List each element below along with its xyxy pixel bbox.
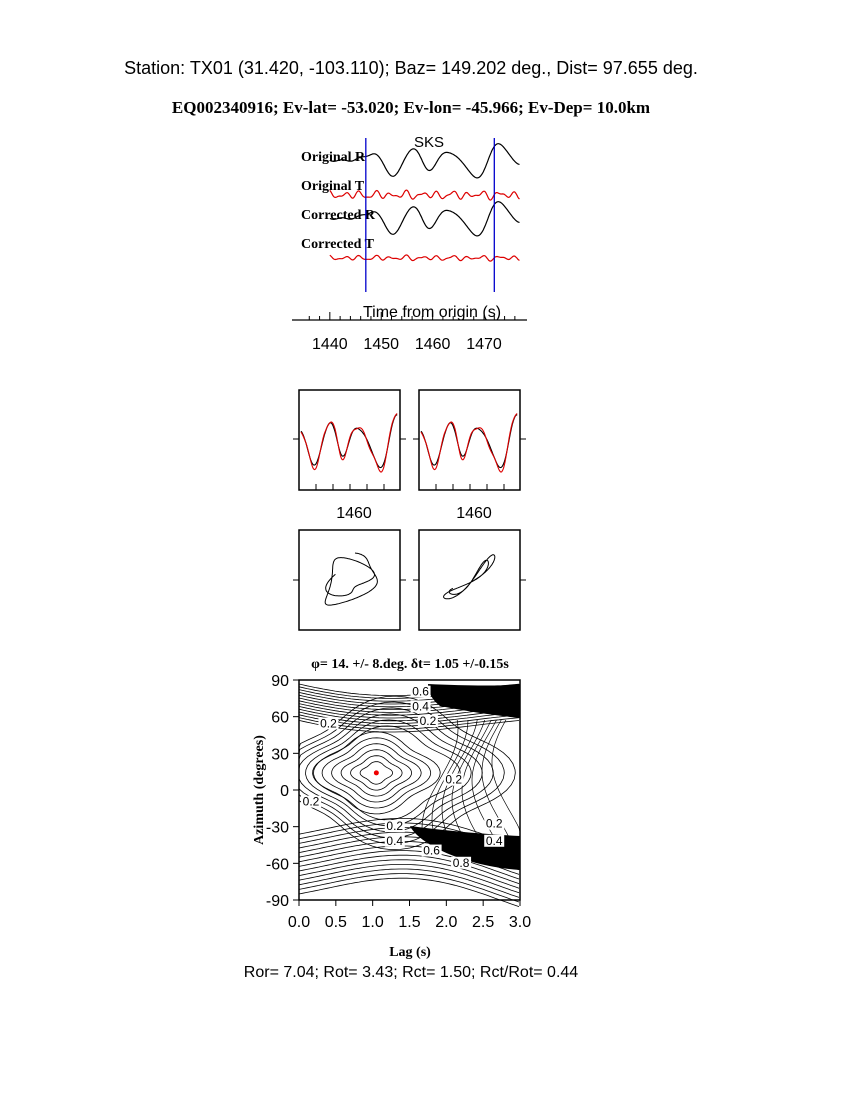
contour-label: 0.2 (445, 772, 463, 787)
azimuth-tick-label: 60 (271, 709, 289, 727)
trace-line (330, 255, 520, 261)
best-fit-marker (374, 770, 379, 775)
trace-label: Original T (301, 179, 365, 194)
particle-motion-panel (413, 530, 526, 630)
azimuth-tick-label: -60 (265, 856, 289, 874)
time-tick-label: 1460 (414, 336, 451, 353)
time-tick-label: 1470 (466, 336, 502, 353)
azimuth-tick-label: -90 (265, 893, 289, 910)
contour-label: 0.4 (485, 833, 503, 848)
contour-label: 0.2 (386, 819, 404, 834)
overlay-panel (413, 390, 526, 522)
trace-label: Corrected T (301, 237, 374, 252)
splitting-contour-plot (252, 657, 531, 960)
lag-tick-label: 2.5 (472, 914, 495, 931)
lag-tick-label: 3.0 (508, 914, 532, 931)
particle-frame (299, 530, 400, 630)
particle-path (444, 555, 495, 599)
ratio-summary: Ror= 7.04; Rot= 3.43; Rct= 1.50; Rct/Rot= 0.44 (243, 964, 579, 981)
contour-title: φ= 14. +/- 8.deg. δt= 1.05 +/-0.15s (311, 657, 509, 672)
trace-label: Corrected R (301, 208, 375, 223)
trace-label: Original R (301, 150, 366, 165)
lag-tick-label: 1.5 (398, 914, 421, 931)
event-info: EQ002340916; Ev-lat= -53.020; Ev-lon= -45.966; Ev-Dep= 10.0km (171, 98, 651, 117)
station-info: Station: TX01 (31.420, -103.110); Baz= 149.202 deg., Dist= 97.655 deg. (124, 58, 698, 78)
contour-label: 0.2 (320, 716, 337, 731)
waveform-panel (292, 134, 527, 353)
contour-label: 0.6 (412, 684, 429, 699)
time-tick-label: 1440 (312, 336, 348, 353)
overlay-panel (293, 390, 406, 522)
azimuth-tick-label: 30 (271, 746, 289, 764)
particle-path (325, 553, 377, 605)
time-axis-label: Time from origin (s) (362, 304, 502, 321)
azimuth-tick-label: -30 (265, 819, 289, 837)
lag-tick-label: 2.0 (435, 914, 458, 931)
overlay-tick-label: 1460 (336, 505, 372, 522)
azimuth-tick-label: 90 (271, 673, 289, 690)
contour-label: 0.4 (412, 699, 429, 714)
lag-tick-label: 1.0 (361, 914, 384, 931)
particle-motion-panels (293, 530, 526, 630)
contour-label: 0.2 (485, 816, 503, 831)
particle-motion-panel (293, 530, 406, 630)
waveform-overlay-panels (293, 390, 526, 522)
trace-line (330, 190, 520, 200)
lag-tick-label: 0.0 (287, 914, 311, 931)
contour-label: 0.2 (302, 794, 320, 809)
phase-label: SKS (414, 134, 445, 151)
time-tick-label: 1450 (363, 336, 400, 353)
lag-tick-label: 0.5 (324, 914, 347, 931)
overlay-tick-label: 1460 (456, 505, 492, 522)
contour-label: 0.6 (423, 843, 440, 858)
lag-axis-label: Lag (s) (389, 945, 431, 960)
azimuth-axis-label: Azimuth (degrees) (252, 735, 267, 845)
contour-label: 0.2 (419, 714, 437, 728)
contour-label: 0.4 (386, 833, 404, 848)
contour-label: 0.8 (452, 855, 470, 870)
particle-frame (419, 530, 520, 630)
azimuth-tick-label: 0 (280, 783, 289, 800)
